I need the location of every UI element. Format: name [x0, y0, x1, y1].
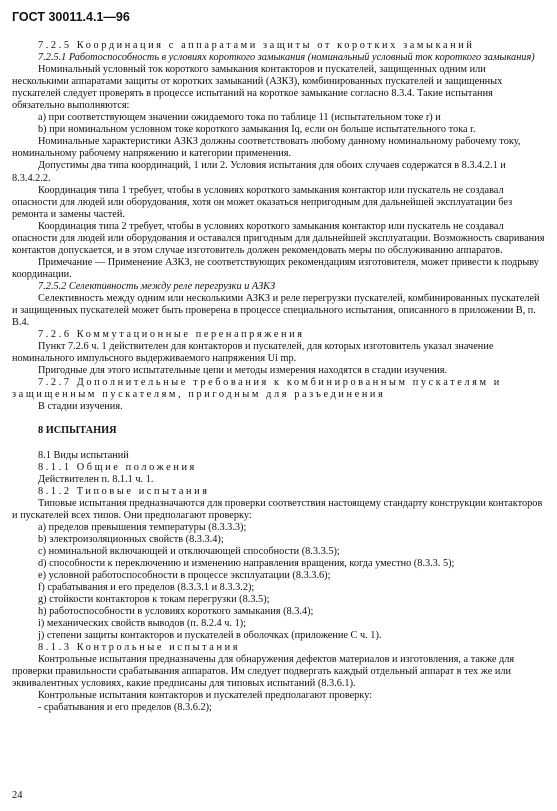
spacer — [12, 438, 545, 450]
paragraph: g) стойкости контакторов к токам перегрузки (8.3.5); — [38, 594, 270, 606]
paragraph: - срабатывания и его пределов (8.3.6.2); — [38, 702, 212, 714]
paragraph: b) электроизоляционных свойств (8.3.3.4); — [38, 533, 224, 545]
paragraph: b) при номинальном условном токе короткого замыкания Iq, если он больше испытательного тока r. — [38, 124, 476, 136]
paragraph: Действителен п. 8.1.1 ч. 1. — [38, 473, 154, 485]
paragraph: i) механических свойств выводов (п. 8.2.4 ч. 1); — [38, 618, 247, 630]
paragraph: h) работоспособности в условиях короткого замыкания (8.3.4); — [38, 606, 314, 618]
paragraph: 7.2.5.1 Работоспособность в условиях короткого замыкания (номинальный условный ток короткого замыкания) — [38, 52, 535, 64]
paragraph: 7.2.7 Дополнительные требования к комбинированным пускателям и защищенным пускателям, пригодным для разъединения — [12, 377, 502, 401]
paragraph: j) степени защиты контакторов и пускателей в оболочках (приложение С ч. 1). — [38, 630, 382, 642]
paragraph: Номинальные характеристики АЗКЗ должны соответствовать любому данному номинальному рабочему току, номинальному рабочему напряжению и категории применения. — [12, 136, 521, 160]
paragraph: f) срабатывания и его пределов (8.3.3.1 и 8.3.3.2); — [38, 582, 255, 594]
page-number: 24 — [12, 790, 23, 801]
paragraph: 8.1 Виды испытаний — [38, 449, 129, 461]
paragraph: Координация типа 1 требует, чтобы в условиях короткого замыкания контактор или пускатель не создавал опасности для людей или оборудования, хотя он может оказаться непригодным для дальнейшей эксплуатации без ремонта и замены частей. — [12, 184, 513, 220]
paragraph: 8 ИСПЫТАНИЯ — [38, 425, 117, 437]
paragraph: 8.1.2 Типовые испытания — [38, 485, 210, 497]
paragraph: Номинальный условный ток короткого замыкания контакторов и пускателей, защищенных одним или несколькими аппаратами защиты от коротких замыканий (АЗКЗ), комбинированных пускателей и защищенных пускателей следует проверять в процессе испытаний на короткое замыкание согласно 8.3.4. Такие испытания обязательно выполняются: — [12, 64, 503, 112]
paragraph: Примечание — Применение АЗКЗ, не соответствующих рекомендациям изготовителя, может привести к подрыву координации. — [12, 256, 539, 280]
paragraph: Контрольные испытания предназначены для обнаружения дефектов материалов и изготовления, а также для проверки правильности срабатывания аппаратов. Им следует подвергать каждый отдельный аппарат в тех же или эквивалентных условиях, какие предписаны для типовых испытаний (8.3.6.1). — [12, 654, 515, 690]
spacer — [12, 413, 545, 425]
paragraph: 8.1.3 Контрольные испытания — [38, 642, 241, 654]
paragraph: Контрольные испытания контакторов и пускателей предполагают проверку: — [38, 690, 373, 702]
paragraph: Селективность между одним или несколькими АЗКЗ и реле перегрузки пускателей, комбинированных пускателей и защищенных пускателей может быть проверена в процессе специального испытания, описанного в приложении В, п. В.4. — [12, 292, 540, 329]
paragraph: d) способности к переключению и изменению направления вращения, когда уместно (8.3.3. 5); — [38, 557, 455, 569]
paragraph: Пункт 7.2.6 ч. 1 действителен для контакторов и пускателей, для которых изготовитель указал значение номинального импульсного выдерживаемого напряжения Ui mp. — [12, 341, 494, 365]
paragraph: Типовые испытания предназначаются для проверки соответствия настоящему стандарту конструкции контакторов и пускателей всех типов. Они предполагают проверку: — [12, 497, 543, 521]
document-body — [12, 40, 545, 715]
paragraph: В стадии изучения. — [38, 401, 123, 413]
paragraph: 8.1.1 Общие положения — [38, 461, 197, 473]
paragraph: c) номинальной включающей и отключающей способности (8.3.3.5); — [38, 545, 340, 557]
paragraph: Допустимы два типа координаций, 1 или 2. Условия испытания для обоих случаев содержатся в 8.3.4.2.1 и 8.3.4.2.2. — [12, 160, 506, 184]
paragraph: Координация типа 2 требует, чтобы в условиях короткого замыкания контактор или пускатель не создавал опасности для людей или оборудования и оставался пригодным для дальнейшей эксплуатации. Возможность сваривания контактов допускается, и в этом случае изготовитель должен рекомендовать меры по обслуживанию аппаратов. — [12, 220, 545, 256]
paragraph: a) пределов превышения температуры (8.3.3.3); — [38, 521, 247, 533]
paragraph: 7.2.5.2 Селективность между реле перегрузки и АЗКЗ — [38, 280, 276, 292]
paragraph: Пригодные для этого испытательные цепи и методы измерения находятся в стадии изучения. — [38, 365, 448, 377]
paragraph: 7.2.6 Коммутационные перенапряжения — [38, 329, 305, 341]
standard-header: ГОСТ 30011.4.1—96 — [12, 10, 130, 24]
paragraph: 7.2.5 Координация с аппаратами защиты от коротких замыканий — [38, 40, 475, 51]
paragraph: a) при соответствующем значении ожидаемого тока по таблице 11 (испытательном токе r) и — [38, 112, 441, 124]
paragraph: e) условной работоспособности в процессе эксплуатации (8.3.3.6); — [38, 569, 331, 581]
